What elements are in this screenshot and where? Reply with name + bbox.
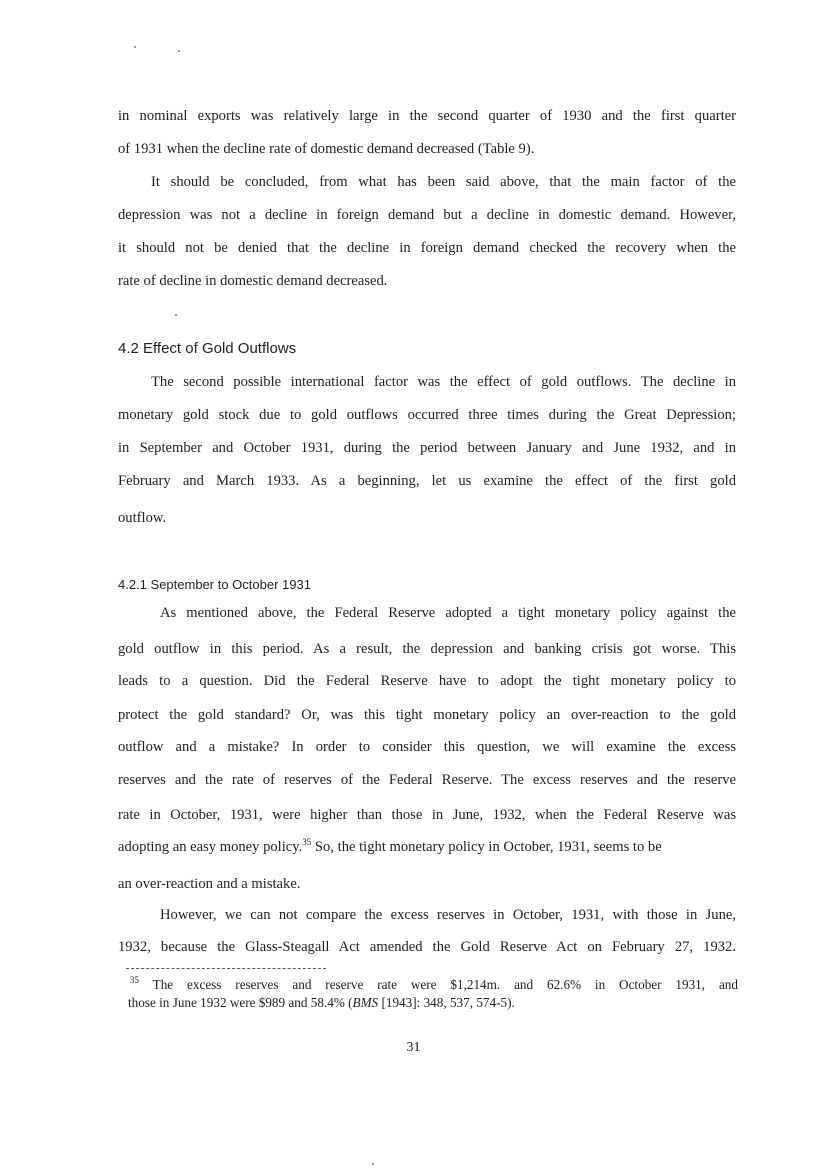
citation-source: BMS [352, 995, 379, 1010]
scan-speck [134, 46, 136, 48]
body-line: it should not be denied that the decline in foreign demand checked the recovery when the [118, 240, 736, 256]
body-line: monetary gold stock due to gold outflows occurred three times during the Great Depression; [118, 407, 736, 423]
body-line: The second possible international factor was the effect of gold outflows. The decline in [151, 374, 736, 390]
footnote-text: The excess reserves and reserve rate were $1,214m. and 62.6% in October 1931, and [139, 977, 738, 992]
subsection-heading: 4.2.1 September to October 1931 [118, 577, 311, 592]
body-line: reserves and the rate of reserves of the Federal Reserve. The excess reserves and the reserve [118, 772, 736, 788]
page-number: 31 [406, 1040, 421, 1055]
body-line: of 1931 when the decline rate of domestic demand decreased (Table 9). [118, 141, 535, 157]
body-line: gold outflow in this period. As a result, the depression and banking crisis got worse. This [118, 641, 736, 657]
body-line: protect the gold standard? Or, was this tight monetary policy an over-reaction to the gold [118, 707, 736, 723]
body-line: an over-reaction and a mistake. [118, 876, 301, 892]
section-heading: 4.2 Effect of Gold Outflows [118, 340, 297, 357]
footnote-marker: 35 [130, 975, 139, 985]
scan-speck [372, 1163, 374, 1165]
body-text: So, the tight monetary policy in October, 1931, seems to be [311, 839, 662, 855]
body-line: 1932, because the Glass-Steagall Act amended the Gold Reserve Act on February 27, 1932. [118, 939, 736, 955]
scan-speck [175, 314, 177, 316]
body-line: As mentioned above, the Federal Reserve adopted a tight monetary policy against the [160, 605, 736, 621]
body-text: adopting an easy money policy. [118, 839, 303, 855]
body-line [118, 838, 736, 856]
body-line: in September and October 1931, during the period between January and June 1932, and in [118, 440, 736, 456]
body-line: It should be concluded, from what has been said above, that the main factor of the [151, 174, 736, 190]
body-line: leads to a question. Did the Federal Reserve have to adopt the tight monetary policy to [118, 673, 736, 689]
body-line: outflow and a mistake? In order to consider this question, we will examine the excess [118, 739, 736, 755]
body-line: outflow. [118, 510, 167, 526]
footnote-line [128, 994, 736, 1011]
scan-speck [178, 50, 180, 52]
body-line: rate in October, 1931, were higher than those in June, 1932, when the Federal Reserve was [118, 807, 736, 823]
body-line: February and March 1933. As a beginning, let us examine the effect of the first gold [118, 473, 736, 489]
footnote-separator [126, 968, 326, 969]
body-line: in nominal exports was relatively large in the second quarter of 1930 and the first quarter [118, 108, 736, 124]
footnote-reference: 35 [302, 837, 312, 847]
footnote-line [130, 976, 738, 993]
body-line: rate of decline in domestic demand decreased. [118, 273, 388, 289]
footnote-text: those in June 1932 were $989 and 58.4% ( [128, 995, 353, 1010]
body-line: depression was not a decline in foreign demand but a decline in domestic demand. However, [118, 207, 736, 223]
footnote-text: [1943]: 348, 537, 574-5). [378, 995, 515, 1010]
body-line: However, we can not compare the excess reserves in October, 1931, with those in June, [160, 907, 736, 923]
